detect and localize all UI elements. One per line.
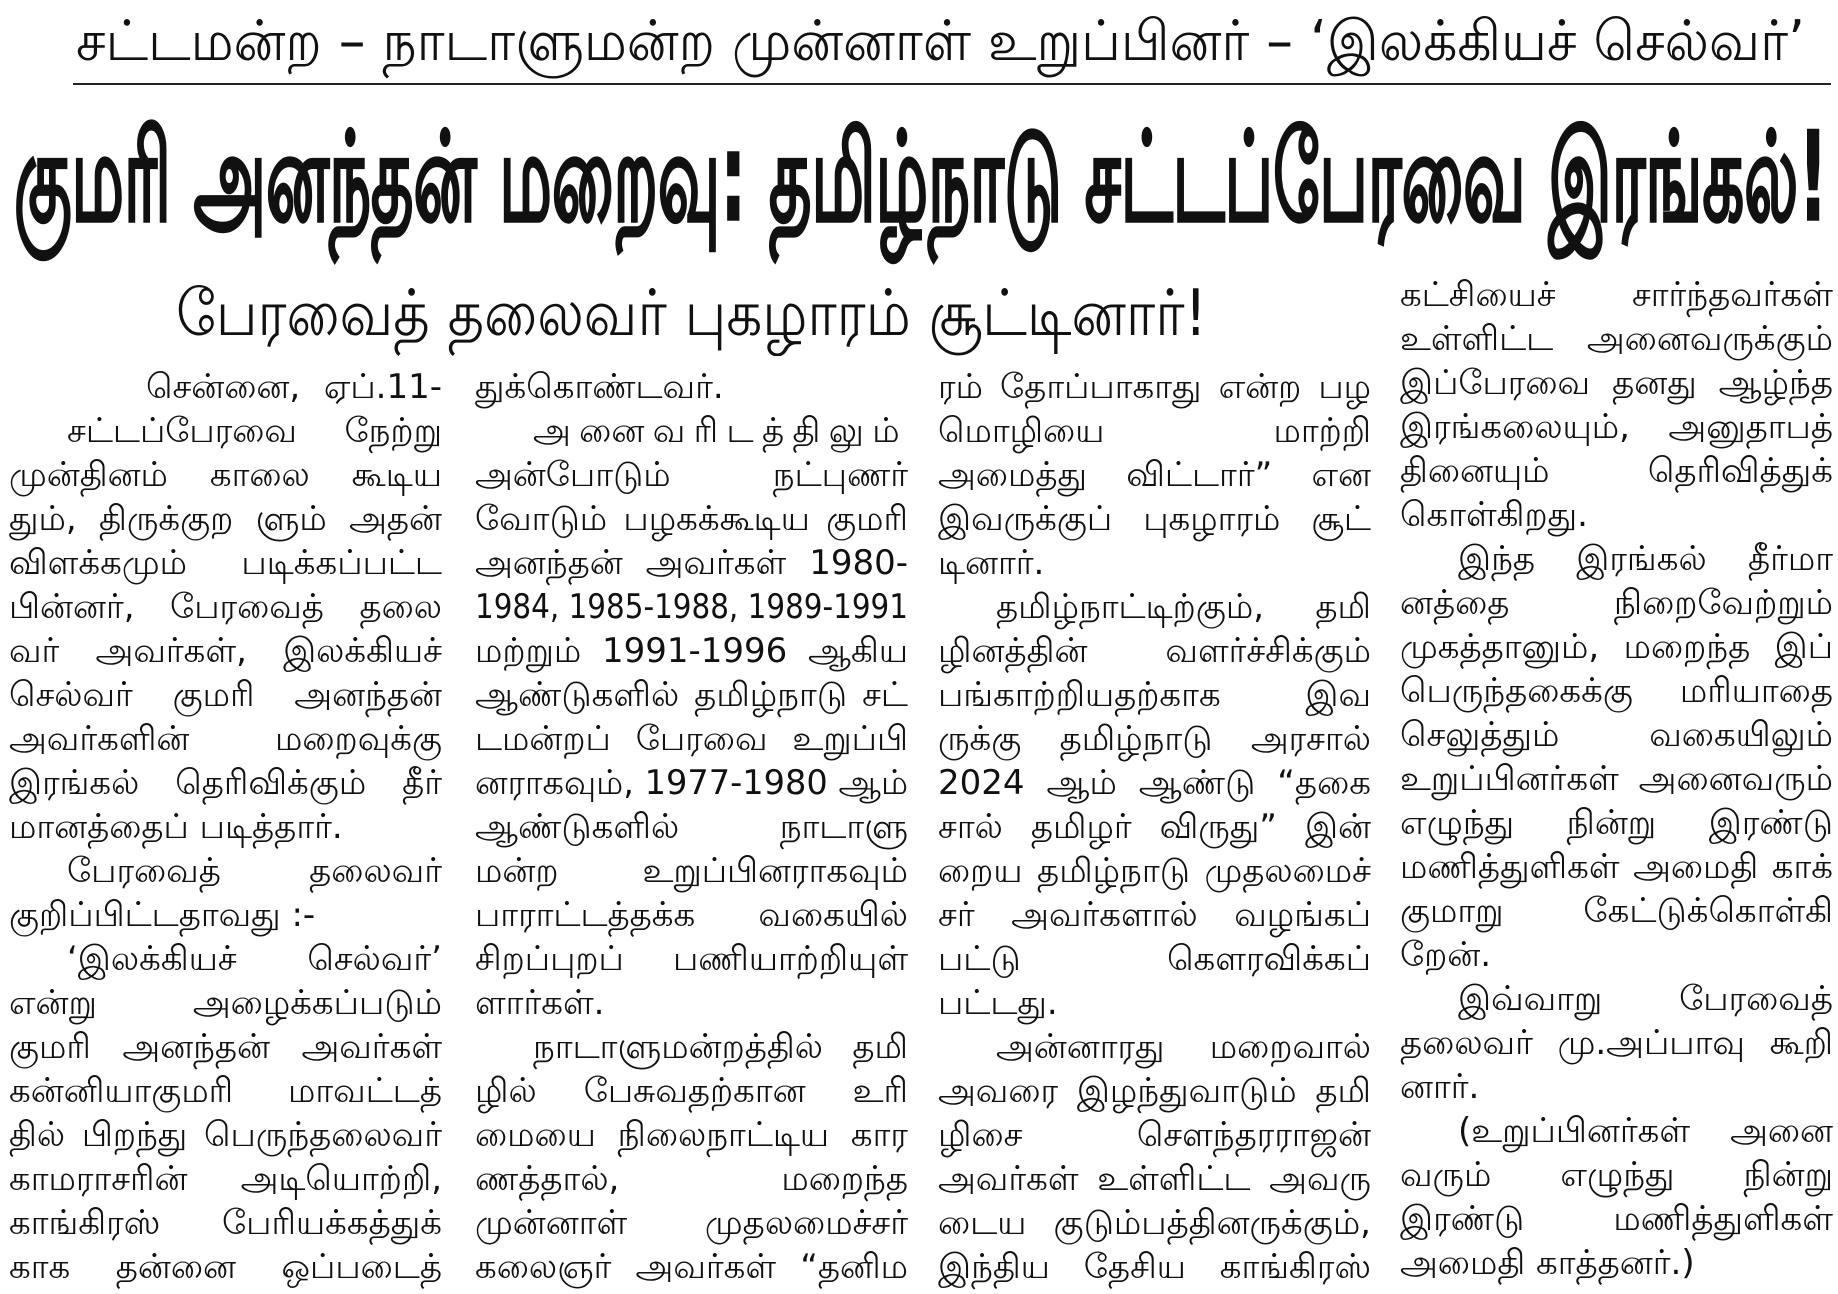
article-text-line: அவர்கள் உள்ளிட்ட அவரு: [938, 1159, 1371, 1199]
article-text-line: அவர்களின் மறைவுக்கு: [9, 719, 442, 759]
article-text-line: பங்காற்றியதற்காக இவ: [938, 675, 1371, 715]
article-text-line: றேன்.: [1400, 935, 1492, 975]
article-text-line: தினையும் தெரிவித்துக்: [1400, 451, 1833, 491]
article-text-line: மணித்துளிகள் அமைதி காக்: [1400, 847, 1833, 887]
article-text-line: மன்ற உறுப்பினராகவும்: [475, 851, 908, 891]
article-text-line: அவரை இழந்துவாடும் தமி: [938, 1071, 1371, 1111]
article-text-line: 2024 ஆம் ஆண்டு “தகை: [938, 763, 1371, 803]
article-text-line: வரும் எழுந்து நின்று: [1400, 1155, 1833, 1195]
article-text-line: தும், திருக்குற ளும் அதன்: [9, 499, 442, 539]
article-text-line: டைய குடும்பத்தினருக்கும்,: [938, 1203, 1371, 1243]
kicker-divider: [73, 83, 1831, 85]
article-text-line: ளார்கள்.: [475, 983, 605, 1023]
article-text-line: பட்டது.: [938, 983, 1058, 1023]
article-text-line: வோடும் பழகக்கூடிய குமரி: [475, 499, 908, 539]
article-text-line: இரங்கலையும், அனுதாபத்: [1400, 407, 1833, 447]
article-text-line: மற்றும் 1991-1996 ஆகிய: [475, 631, 908, 671]
article-text-line: இவ்வாறு பேரவைத்: [1458, 979, 1833, 1019]
article-text-line: டினார்.: [938, 543, 1045, 583]
article-text-line: முன்தினம் காலை கூடிய: [9, 455, 442, 495]
article-text-line: ஆண்டுகளில் தமிழ்நாடு சட்: [475, 675, 908, 715]
article-text-line: தில் பிறந்து பெருந்தலைவர்: [9, 1115, 442, 1155]
article-text-line: காமராசரின் அடியொற்றி,: [9, 1159, 442, 1199]
article-text-line: னத்தை நிறைவேற்றும்: [1400, 583, 1833, 623]
article-text-line: துக்கொண்டவர்.: [475, 367, 724, 407]
article-text-line: பின்னர், பேரவைத் தலை: [9, 587, 442, 627]
article-text-line: கொள்கிறது.: [1400, 495, 1588, 535]
article-text-line: பட்டு கௌரவிக்கப்: [938, 939, 1371, 979]
article-text-line: னார்.: [1400, 1067, 1480, 1107]
article-text-line: அமைதி காத்தனர்.): [1400, 1243, 1695, 1283]
article-text-line: கன்னியாகுமரி மாவட்டத்: [9, 1071, 442, 1111]
article-text-line: ழினத்தின் வளர்ச்சிக்கும்: [938, 631, 1371, 671]
article-text-line: இந்த இரங்கல் தீர்மா: [1458, 539, 1833, 579]
article-text-line: செல்வர் குமரி அனந்தன்: [9, 675, 442, 715]
dateline: சென்னை, ஏப்.11-: [146, 367, 442, 407]
article-text-line: அன்னாரது மறைவால்: [996, 1027, 1371, 1067]
article-text-line: தமிழ்நாட்டிற்கும், தமி: [996, 587, 1371, 627]
article-text-line: சட்டப்பேரவை நேற்று: [67, 411, 442, 451]
article-text-line: இரங்கல் தெரிவிக்கும் தீர்: [9, 763, 442, 803]
article-text-line: செலுத்தும் வகையிலும்: [1400, 715, 1833, 755]
article-column-1: [9, 365, 443, 1289]
article-text-line: குமரி அனந்தன் அவர்கள்: [9, 1027, 442, 1067]
article-text-line: கலைஞர் அவர்கள் “தனிம: [475, 1247, 908, 1287]
article-text-line: ரம் தோப்பாகாது என்ற பழ: [938, 367, 1371, 407]
article-text-line: எழுந்து நின்று இரண்டு: [1400, 803, 1833, 843]
article-text-line: ழில் பேசுவதற்கான உரி: [475, 1071, 908, 1111]
article-text-line: டமன்றப் பேரவை உறுப்பி: [475, 719, 908, 759]
article-text-line: இவருக்குப் புகழாரம் சூட்: [938, 499, 1371, 539]
article-text-line: அன்போடும் நட்புணர்: [475, 455, 908, 495]
article-text-line: குறிப்பிட்டதாவது :-: [9, 895, 316, 935]
article-text-line: உறுப்பினர்கள் அனைவரும்: [1400, 759, 1833, 799]
headline: குமரி அனந்தன் மறைவு: தமிழ்நாடு சட்டப்பேரவை இரங்கல்!: [14, 106, 1828, 250]
article-text-line: அமைத்து விட்டார்” என: [938, 455, 1371, 495]
article-text-line: ழிசை சௌந்தரராஜன்: [938, 1115, 1371, 1155]
article-column-2: [475, 365, 909, 1289]
article-text-line: குமாறு கேட்டுக்கொள்கி: [1400, 891, 1833, 931]
subheadline: பேரவைத் தலைவர் புகழாரம் சூட்டினார்!: [176, 277, 1207, 351]
article-text-line: காங்கிரஸ் பேரியக்கத்துக்: [9, 1203, 442, 1243]
article-text-line: இந்திய தேசிய காங்கிரஸ்: [938, 1247, 1371, 1287]
article-text-line: மானத்தைப் படித்தார்.: [9, 807, 343, 847]
article-text-line: ‘இலக்கியச் செல்வர்’: [67, 939, 442, 979]
article-text-line: ணத்தால், மறைந்த: [475, 1159, 908, 1199]
article-text-line: வர் அவர்கள், இலக்கியச்: [9, 631, 442, 671]
article-text-line: மையை நிலைநாட்டிய கார: [475, 1115, 908, 1155]
article-text-line: உள்ளிட்ட அனைவருக்கும்: [1400, 319, 1833, 359]
article-text-line: இரண்டு மணித்துளிகள்: [1400, 1199, 1833, 1239]
article-text-line: முகத்தானும், மறைந்த இப்: [1400, 627, 1833, 667]
article-text-line: முன்னாள் முதலமைச்சர்: [475, 1203, 908, 1243]
article-text-line: காக தன்னை ஒப்படைத்: [9, 1247, 442, 1287]
article-text-line: என்று அழைக்கப்படும்: [9, 983, 442, 1023]
article-text-line: சால் தமிழர் விருது” இன்: [938, 807, 1371, 847]
article-column-4: [1400, 273, 1834, 1285]
article-text-line: பாராட்டத்தக்க வகையில்: [475, 895, 908, 935]
article-text-line: ஆண்டுகளில் நாடாளு: [475, 807, 908, 847]
article-text-line: இப்பேரவை தனது ஆழ்ந்த: [1400, 363, 1833, 403]
article-text-line: கட்சியைச் சார்ந்தவர்கள்: [1400, 275, 1833, 315]
article-text-line: பெருந்தகைக்கு மரியாதை: [1400, 671, 1833, 711]
article-text-line: சிறப்புறப் பணியாற்றியுள்: [475, 939, 908, 979]
article-text-line: மொழியை மாற்றி: [938, 411, 1371, 451]
article-text-line: அனந்தன் அவர்கள் 1980-: [475, 543, 908, 583]
article-text-line: பேரவைத் தலைவர்: [67, 851, 442, 891]
article-column-3: [938, 365, 1372, 1289]
article-text-line: னராகவும், 1977-1980 ஆம்: [475, 763, 908, 803]
article-text-line: 1984, 1985-1988, 1989-1991: [475, 587, 908, 627]
article-text-line: விளக்கமும் படிக்கப்பட்ட: [9, 543, 442, 583]
article-text-line: றைய தமிழ்நாடு முதலமைச்: [938, 851, 1371, 891]
article-text-line: தலைவர் மு.அப்பாவு கூறி: [1400, 1023, 1833, 1063]
kicker-line: சட்டமன்ற – நாடாளுமன்ற முன்னாள் உறுப்பினர் – ‘இலக்கியச் செல்வர்’: [76, 9, 1805, 74]
article-text-line: (உறுப்பினர்கள் அனை: [1458, 1111, 1833, 1151]
article-text-line: சர் அவர்களால் வழங்கப்: [938, 895, 1371, 935]
article-text-line: ருக்கு தமிழ்நாடு அரசால்: [938, 719, 1371, 759]
article-text-line: நாடாளுமன்றத்தில் தமி: [533, 1027, 908, 1067]
article-text-line: அனைவரிடத்திலும்: [533, 411, 908, 451]
